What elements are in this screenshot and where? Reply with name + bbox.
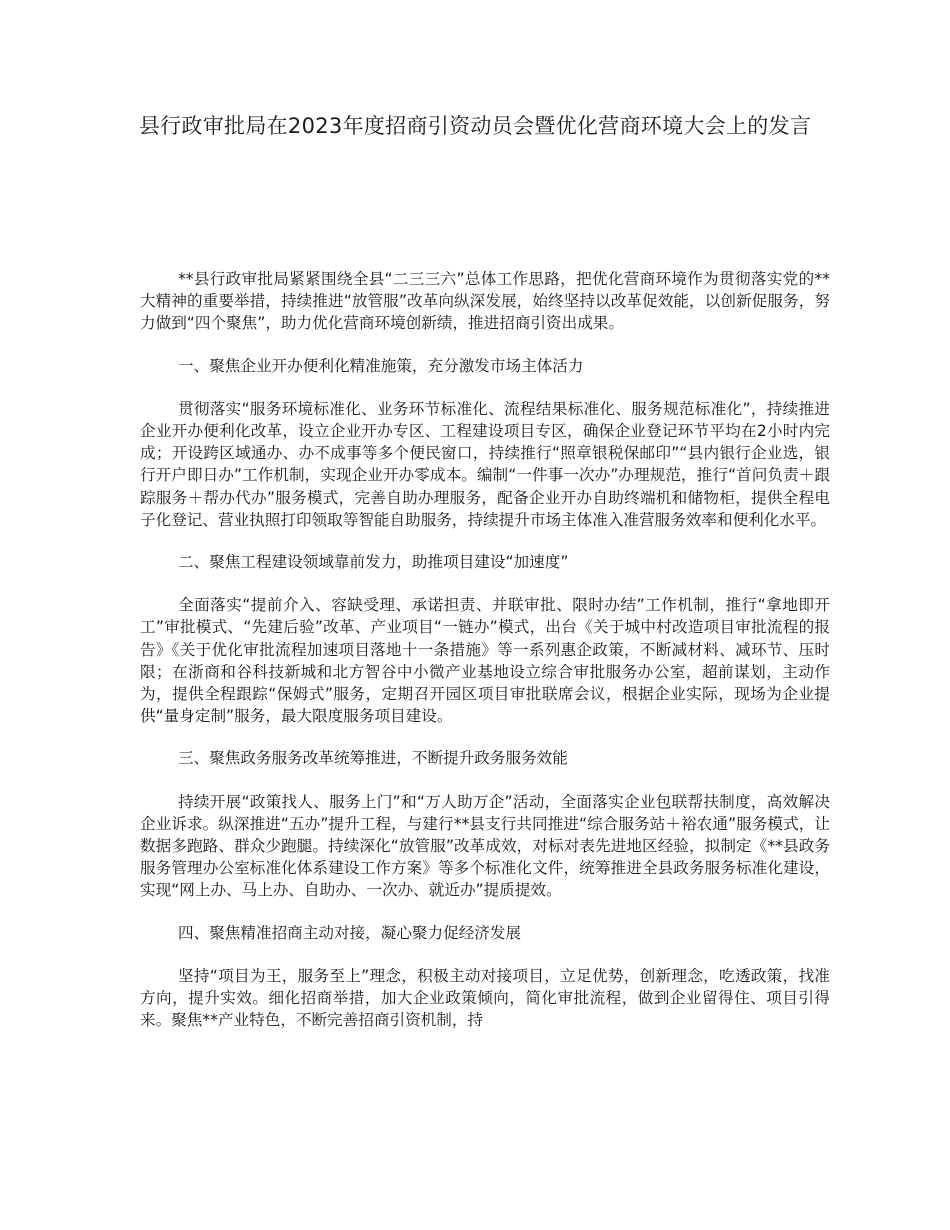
section-paragraph-1: 贯彻落实“服务环境标准化、业务环节标准化、流程结果标准化、服务规范标准化”，持续推进企业开办便利化改革，设立企业开办专区、工程建设项目专区，确保企业登记环节平均在2小时内完成；开设跨区域通办、办不成事等多个便民窗口，持续推行“照章银税保邮印”“县内银行企业选，银行开户即日办”工作机制，实现企业开办零成本。编制“一件事一次办”办理规范，推行“首问负责＋跟踪服务＋帮办代办”服务模式，完善自助办理服务，配备企业开办自助终端机和储物柜，提供全程电子化登记、营业执照打印领取等智能自助服务，持续提升市场主体准入准营服务效率和便利化水平。	[140, 399, 830, 529]
section-paragraph-4: 坚持“项目为王，服务至上”理念，积极主动对接项目，立足优势，创新理念，吃透政策，找准方向，提升实效。细化招商举措，加大企业政策倾向，简化审批流程，做到企业留得住、项目引得来。聚焦**产业特色，不断完善招商引资机制，持	[140, 966, 830, 1030]
section-paragraph-2: 全面落实“提前介入、容缺受理、承诺担责、并联审批、限时办结”工作机制，推行“拿地即开工”审批模式、“先建后验”改革、产业项目“一链办”模式，出台《关于城中村改造项目审批流程的报告》《关于优化审批流程加速项目落地十一条措施》等一系列惠企政策，不断减材料、减环节、压时限；在浙商和谷科技新城和北方智谷中小微产业基地设立综合审批服务办公室，超前谋划，主动作为，提供全程跟踪“保姆式”服务，定期召开园区项目审批联席会议，根据企业实际，现场为企业提供“量身定制”服务，最大限度服务项目建设。	[140, 596, 830, 726]
section-paragraph-3: 持续开展“政策找人、服务上门”和“万人助万企”活动，全面落实企业包联帮扶制度，高效解决企业诉求。纵深推进“五办”提升工程，与建行**县支行共同推进“综合服务站＋裕农通”服务模式，让数据多跑路、群众少跑腿。持续深化“放管服”改革成效，对标对表先进地区经验，拟制定《**县政务服务管理办公室标准化体系建设工作方案》等多个标准化文件，统筹推进全县政务服务标准化建设，实现“网上办、马上办、自助办、一次办、就近办”提质提效。	[140, 792, 830, 900]
section-heading-2: 二、聚焦工程建设领域靠前发力，助推项目建设“加速度”	[178, 553, 569, 572]
section-heading-1: 一、聚焦企业开办便利化精准施策，充分激发市场主体活力	[178, 356, 584, 375]
document-title: 县行政审批局在2023年度招商引资动员会暨优化营商环境大会上的发言	[138, 114, 812, 138]
section-heading-4: 四、聚焦精准招商主动对接，凝心聚力促经济发展	[178, 923, 522, 942]
intro-paragraph: **县行政审批局紧紧围绕全县“二三三六”总体工作思路，把优化营商环境作为贯彻落实党的**大精神的重要举措，持续推进“放管服”改革向纵深发展，始终坚持以改革促效能，以创新促服务，努力做到“四个聚焦”，助力优化营商环境创新绩，推进招商引资出成果。	[140, 270, 830, 333]
document-body	[140, 268, 830, 1051]
section-heading-3: 三、聚焦政务服务改革统筹推进，不断提升政务服务效能	[178, 749, 568, 768]
